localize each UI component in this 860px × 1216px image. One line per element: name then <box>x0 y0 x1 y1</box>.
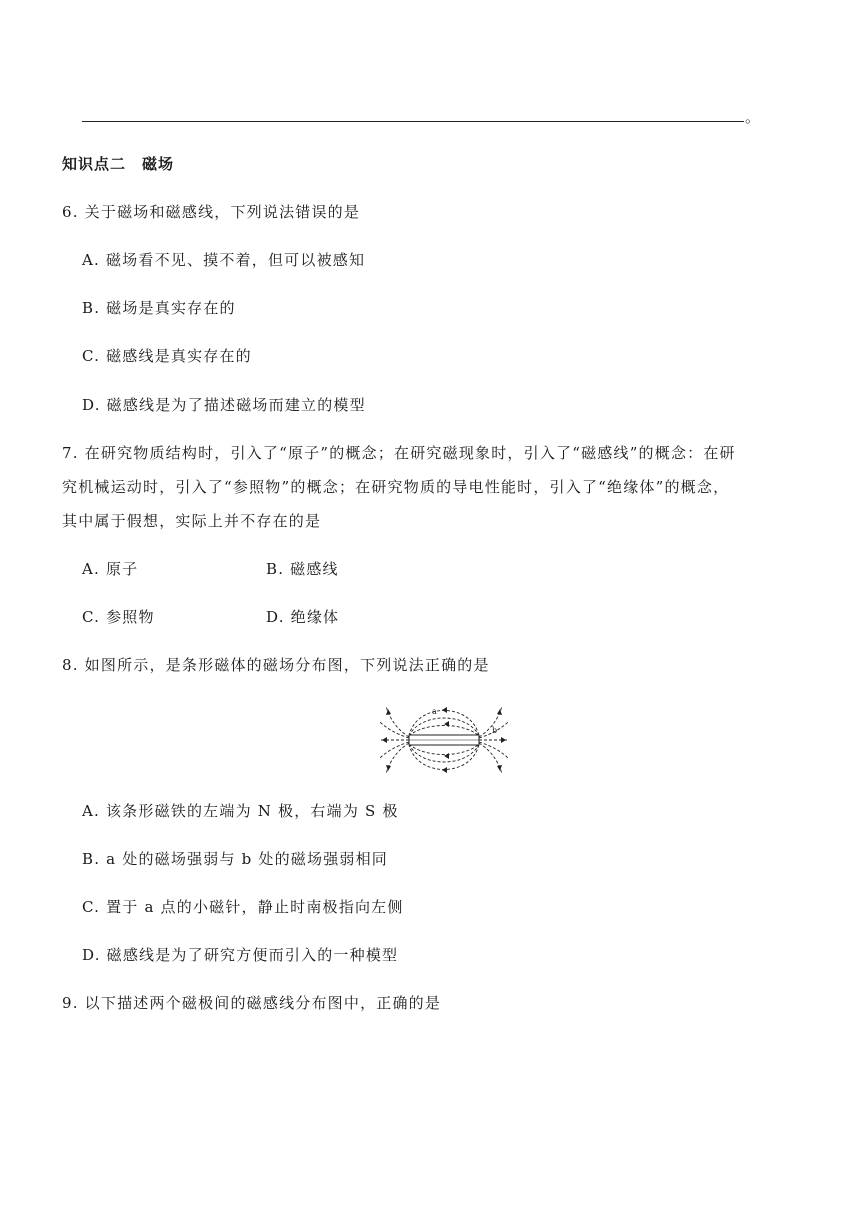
q6-option-c: C. 磁感线是真实存在的 <box>82 347 252 365</box>
answer-blank-line <box>82 121 744 122</box>
q8-option-c: C. 置于 a 点的小磁针，静止时南极指向左侧 <box>82 898 404 916</box>
question-9-stem: 9. 以下描述两个磁极间的磁感线分布图中，正确的是 <box>62 994 442 1012</box>
q7-option-c: C. 参照物 <box>82 608 155 626</box>
question-8-stem: 8. 如图所示，是条形磁体的磁场分布图，下列说法正确的是 <box>62 656 490 674</box>
question-7-stem-line-3: 其中属于假想，实际上并不存在的是 <box>62 512 322 530</box>
q6-option-d: D. 磁感线是为了描述磁场而建立的模型 <box>82 396 366 414</box>
q6-option-b: B. 磁场是真实存在的 <box>82 299 236 317</box>
q7-option-d: D. 绝缘体 <box>266 608 340 626</box>
figure-label-b: b <box>492 726 498 735</box>
question-7-stem-line-1: 7. 在研究物质结构时，引入了“原子”的概念；在研究磁现象时，引入了“磁感线”的概念：在研 <box>62 444 736 462</box>
q8-option-d: D. 磁感线是为了研究方便而引入的一种模型 <box>82 946 399 964</box>
bar-magnet-field-figure <box>376 700 512 780</box>
q7-option-b: B. 磁感线 <box>266 560 339 578</box>
figure-label-a: a <box>432 707 437 716</box>
section-title: 知识点二 磁场 <box>62 155 175 173</box>
q8-option-a: A. 该条形磁铁的左端为 N 极，右端为 S 极 <box>82 802 399 820</box>
q8-option-b: B. a 处的磁场强弱与 b 处的磁场强弱相同 <box>82 850 389 868</box>
q7-option-a: A. 原子 <box>82 560 139 578</box>
end-period: 。 <box>745 108 761 126</box>
q6-option-a: A. 磁场看不见、摸不着，但可以被感知 <box>82 251 366 269</box>
question-7-stem-line-2: 究机械运动时，引入了“参照物”的概念；在研究物质的导电性能时，引入了“绝缘体”的概念， <box>62 478 730 496</box>
question-6-stem: 6. 关于磁场和磁感线，下列说法错误的是 <box>62 203 361 221</box>
